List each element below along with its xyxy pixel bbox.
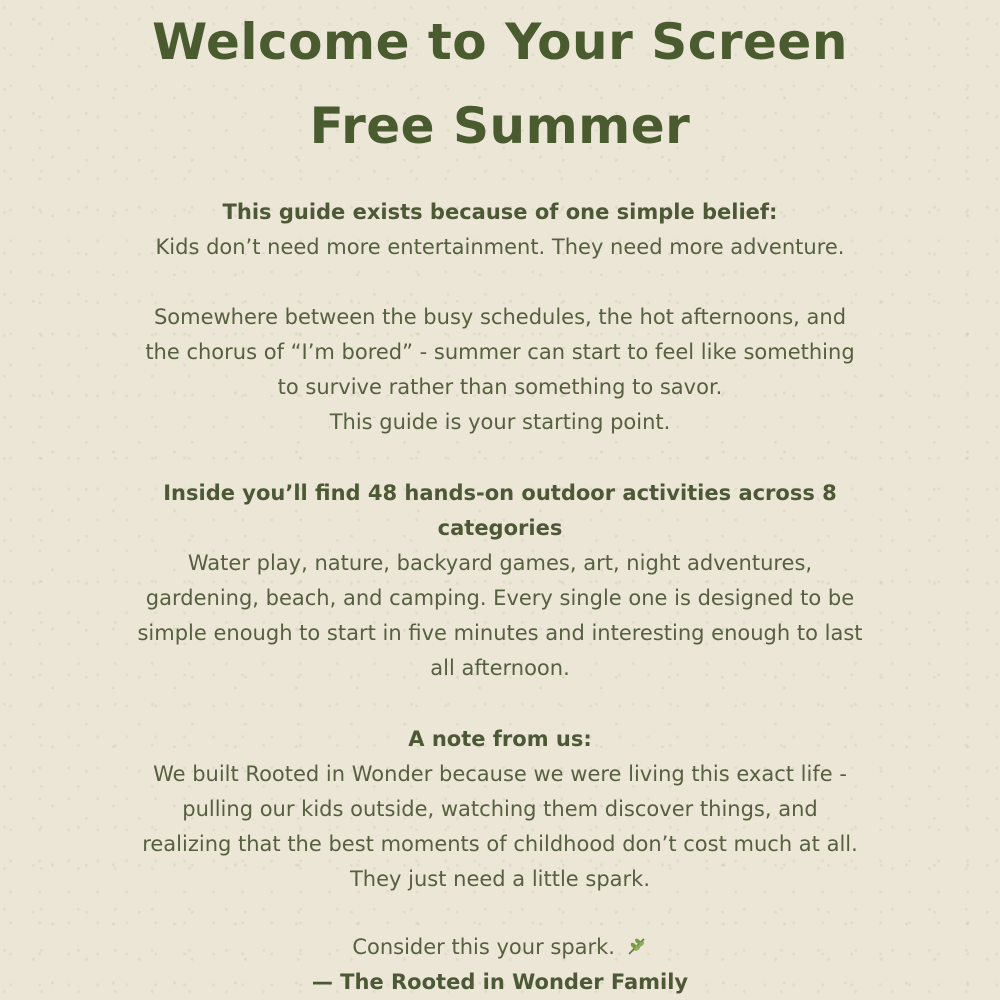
closing-line	[100, 930, 900, 965]
note-heading: A note from us:	[408, 727, 592, 751]
paragraph-line: This guide is your starting point.	[329, 410, 671, 434]
inside-heading-line: Inside you’ll find 48 hands-on outdoor activities across 8	[163, 481, 837, 505]
inside-line: gardening, beach, and camping. Every single one is designed to be	[145, 586, 855, 610]
intro-section	[100, 195, 900, 265]
leaf-sprig-icon	[626, 933, 648, 955]
inside-heading-line: categories	[437, 516, 563, 540]
inside-line: simple enough to start in five minutes and interesting enough to last	[137, 621, 863, 645]
inside-section	[100, 476, 900, 686]
closing-text: Consider this your spark.	[352, 935, 615, 959]
note-line: They just need a little spark.	[349, 867, 651, 891]
paragraph-line: Somewhere between the busy schedules, the hot afternoons, and	[153, 305, 847, 329]
closing-section	[100, 930, 900, 1000]
paragraph-line: the chorus of “I’m bored” - summer can start to feel like something	[145, 340, 855, 364]
note-section	[100, 722, 900, 897]
title-line-1: Welcome to Your Screen	[152, 13, 848, 71]
signature: — The Rooted in Wonder Family	[311, 970, 689, 994]
note-line: realizing that the best moments of childhood don’t cost much at all.	[142, 832, 858, 856]
title-line-2: Free Summer	[309, 97, 691, 155]
note-line: We built Rooted in Wonder because we were living this exact life -	[153, 762, 847, 786]
intro-heading: This guide exists because of one simple belief:	[222, 200, 778, 224]
inside-line: Water play, nature, backyard games, art, night adventures,	[187, 551, 813, 575]
page-title	[100, 0, 900, 168]
inside-line: all afternoon.	[430, 656, 570, 680]
intro-text: Kids don’t need more entertainment. They need more adventure.	[155, 235, 845, 259]
note-line: pulling our kids outside, watching them discover things, and	[182, 797, 818, 821]
paragraph-line: to survive rather than something to savor.	[277, 375, 723, 399]
paragraph-bored	[100, 300, 900, 440]
